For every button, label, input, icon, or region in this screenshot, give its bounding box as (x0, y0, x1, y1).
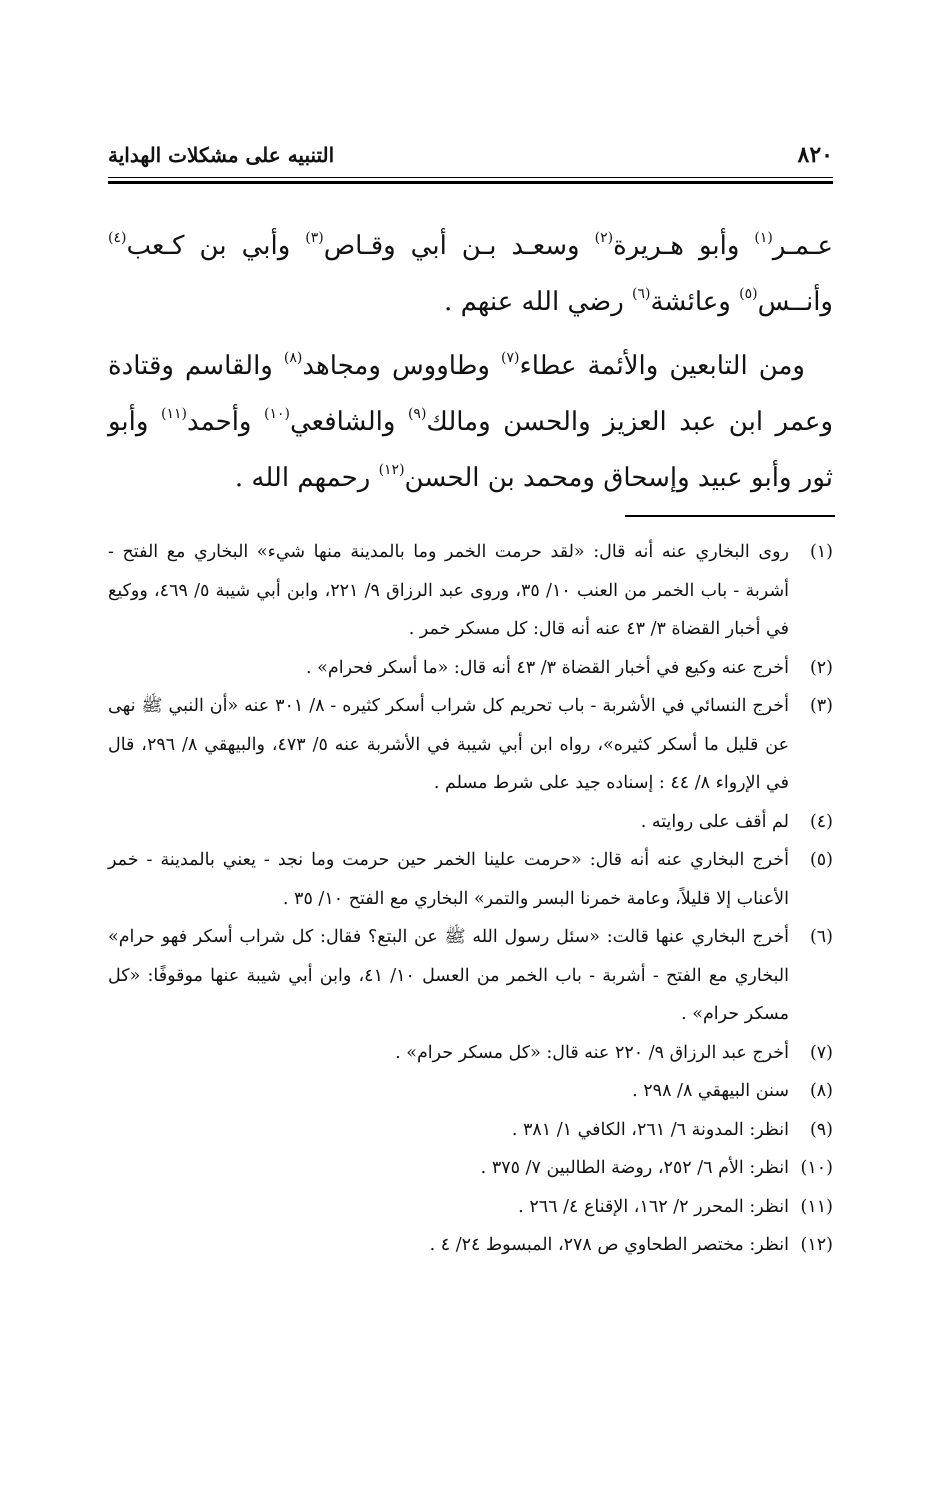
footnote-number: (١) (809, 542, 833, 562)
footnote-text: لم أقف على روايته . (640, 811, 789, 832)
footnote-ref[interactable]: (١١) (160, 406, 187, 422)
footnote-text: انظر: المحرر ٢/ ١٦٢، الإقناع ٤/ ٢٦٦ . (518, 1196, 789, 1217)
footnote-number: (٨) (809, 1081, 833, 1101)
text-run: وأبو هـريرة (613, 231, 755, 261)
footnote-number: (٩) (809, 1119, 833, 1140)
footnote-text: أخرج عبد الرزاق ٩/ ٢٢٠ عنه قال: «كل مسكر حرام» . (395, 1042, 789, 1063)
page-number: ٨٢٠ (797, 142, 833, 168)
running-title: التنبيه على مشكلات الهداية (108, 143, 335, 167)
footnote-separator (625, 515, 835, 517)
text-run: وعائشة (650, 287, 740, 317)
footnote-item (108, 1034, 833, 1073)
footnote-number: (٤) (809, 811, 833, 832)
footnote-ref[interactable]: (١٠) (264, 406, 290, 422)
text-run: وأنــس (757, 287, 833, 317)
footnote-number: (٧) (809, 1042, 833, 1063)
text-run: رضي الله عنهم . (444, 287, 633, 317)
footnote-number: (٣) (809, 696, 833, 716)
footnote-item (108, 1072, 833, 1111)
footnote-number: (٢) (809, 657, 833, 678)
footnote-ref[interactable]: (٢) (594, 230, 614, 246)
footnote-ref[interactable]: (٧) (501, 350, 520, 366)
footnote-text: أخرج البخاري عنه أنه قال: «حرمت علينا الخمر حين حرمت وما نجد - يعني بالمدينة - خمر الأعناب إلا قليلاً، وعامة خمرنا البسر والتمر» البخاري مع الفتح ١٠/ ٣٥ . (108, 850, 789, 909)
footnote-ref[interactable]: (٦) (632, 286, 651, 302)
footnote-item (108, 687, 833, 803)
text-run: وطاووس ومجاهد (302, 351, 501, 381)
header-thick-rule (108, 181, 833, 184)
text-run: وأبو ثور وأبو عبيد وإسحاق ومحمد بن الحسن (108, 407, 833, 493)
text-run: وأبي بن كـعب (126, 231, 306, 261)
footnote-ref[interactable]: (٣) (305, 230, 324, 246)
footnote-ref[interactable]: (٨) (283, 350, 303, 366)
text-run: رحمهم الله . (234, 463, 379, 493)
footnote-text: أخرج البخاري عنها قالت: «سئل رسول الله ﷺ عن البتع؟ فقال: كل شراب أسكر فهو حرام» البخاري مع الفتح - أشربة - باب الخمر من العسل ١٠/ ٤١، وابن أبي شيبة عنها موقوفًا: «كل مسكر حرام» . (108, 927, 789, 1024)
footnote-item (108, 1226, 833, 1265)
footnote-item (108, 803, 833, 842)
footnote-item (108, 841, 833, 918)
footnote-text: انظر: الأم ٦/ ٢٥٢، روضة الطالبين ٧/ ٣٧٥ . (480, 1158, 789, 1178)
footnote-number: (٦) (809, 927, 833, 947)
footnote-text: روى البخاري عنه أنه قال: «لقد حرمت الخمر وما بالمدينة منها شيء» البخاري مع الفتح - أشربة - باب الخمر من العنب ١٠/ ٣٥، وروى عبد الرزاق ٩/ ٢٢١، وابن أبي شيبة ٥/ ٤٦٩، ووكيع في أخبار القضاة ٣/ ٤٣ عنه أنه قال: كل مسكر خمر . (108, 542, 789, 639)
footnote-text: أخرج عنه وكيع في أخبار القضاة ٣/ ٤٣ أنه قال: «ما أسكر فحرام» . (306, 657, 789, 678)
page-header (108, 135, 833, 175)
text-run: ومن التابعين والأئمة عطاء (519, 351, 805, 381)
footnote-number: (١٢) (800, 1235, 833, 1255)
footnote-ref[interactable]: (١٢) (378, 462, 405, 478)
footnote-item (108, 649, 833, 688)
paragraph-companions (108, 218, 833, 330)
footnote-text: انظر: المدونة ٦/ ٢٦١، الكافي ١/ ٣٨١ . (511, 1119, 789, 1140)
footnote-number: (١٠) (800, 1158, 833, 1178)
footnote-ref[interactable]: (٤) (108, 230, 127, 246)
footnote-item (108, 1188, 833, 1227)
footnotes-list (108, 533, 833, 1265)
footnote-text: انظر: مختصر الطحاوي ص ٢٧٨، المبسوط ٢٤/ ٤ . (429, 1235, 789, 1255)
footnote-item (108, 533, 833, 649)
main-text (108, 218, 833, 514)
header-thin-rule (108, 177, 833, 178)
paragraph-followers (108, 338, 833, 506)
text-run: وأحمد (186, 407, 264, 437)
text-run: والقاسم وقتادة وعمر ابن عبد العزيز والحسن ومالك (108, 351, 833, 437)
text-run: عـمـر (772, 231, 833, 261)
footnote-ref[interactable]: (٥) (739, 286, 758, 302)
footnote-text: أخرج النسائي في الأشربة - باب تحريم كل شراب أسكر كثيره - ٨/ ٣٠١ عنه «أن النبي ﷺ نهى عن قليل ما أسكر كثيره»، رواه ابن أبي شيبة في الأشربة عنه ٥/ ٤٧٣، والبيهقي ٨/ ٢٩٦، قال في الإرواء ٨/ ٤٤ : إسناده جيد على شرط مسلم . (108, 696, 790, 793)
footnote-item (108, 1149, 833, 1188)
footnote-item (108, 918, 833, 1034)
footnote-number: (٥) (809, 850, 833, 870)
footnote-number: (١١) (800, 1196, 833, 1217)
footnote-ref[interactable]: (٩) (407, 406, 427, 422)
text-run: والشافعي (289, 407, 408, 437)
text-run: وسعـد بـن أبي وقـاص (323, 231, 595, 261)
footnote-text: سنن البيهقي ٨/ ٢٩٨ . (632, 1081, 789, 1101)
footnote-item (108, 1111, 833, 1150)
footnote-ref[interactable]: (١) (754, 230, 773, 246)
